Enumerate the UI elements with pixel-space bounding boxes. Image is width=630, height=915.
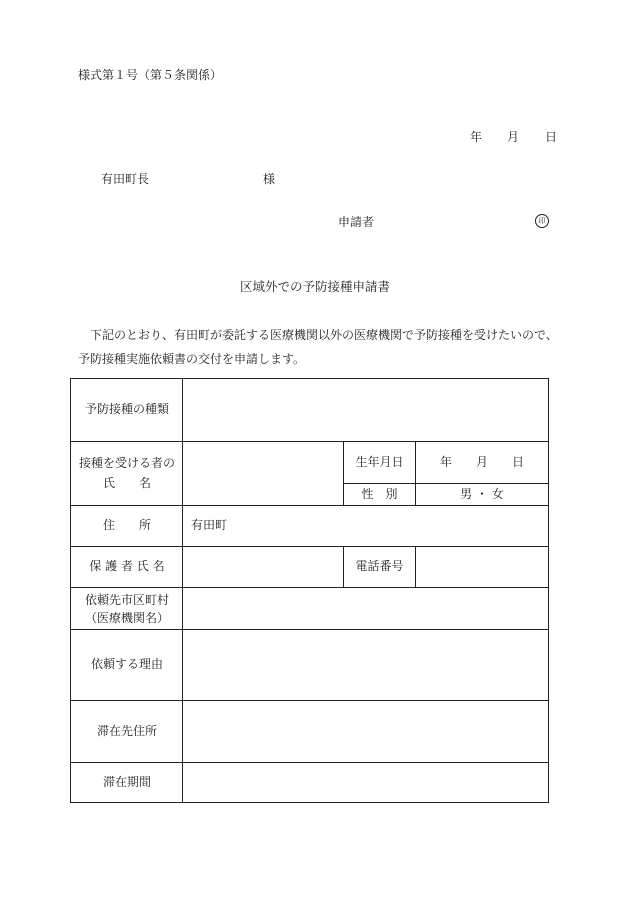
application-form-table [70,378,549,803]
date-day-label: 日 [545,130,558,144]
vaccine-type-field[interactable] [183,379,548,441]
phone-field[interactable] [416,547,548,587]
body-text [78,323,568,371]
stay-address-label: 滞在先住所 [96,723,157,738]
reason-label: 依頼する理由 [90,657,163,672]
birthdate-label: 生年月日 [355,454,404,469]
date-year-label: 年 [470,130,483,144]
requested-municipality-label [71,588,183,629]
recipient-name-label [71,442,183,505]
date-month-label: 月 [507,130,520,144]
reason-field[interactable] [183,630,548,700]
body-line-2: 予防接種実施依頼書の交付を申請します。 [78,352,306,366]
seal-mark-icon: 印 [535,214,549,228]
form-number: 様式第１号（第５条関係） [78,68,223,82]
recipient-name-field[interactable] [183,442,343,505]
requested-municipality-field[interactable] [183,588,548,629]
guardian-name-label: 保 護 者 氏 名 [89,559,165,574]
requested-municipality-line-1: 依頼先市区町村 [84,592,169,607]
vaccine-type-label: 予防接種の種類 [84,402,169,417]
requested-municipality-line-2: （医療機関名） [84,610,169,625]
honorific: 様 [263,172,276,186]
addressee: 有田町長 [101,172,150,186]
recipient-name-label-line-2: 氏 名 [102,475,151,490]
body-line-1: 下記のとおり、有田町が委託する医療機関以外の医療機関で予防接種を受けたいので、 [90,328,558,342]
stay-period-label: 滞在期間 [102,774,151,789]
address-field[interactable]: 有田町 [191,518,228,533]
phone-label: 電話番号 [355,559,404,574]
address-label: 住 所 [102,518,151,533]
sex-label: 性 別 [361,486,398,501]
guardian-name-field[interactable] [183,547,343,587]
stay-period-field[interactable] [183,763,548,802]
sex-choice[interactable]: 男 ・ 女 [460,486,504,501]
document-title: 区域外での予防接種申請書 [239,279,390,294]
recipient-name-label-line-1: 接種を受ける者の [78,456,175,471]
birthdate-field[interactable]: 年 月 日 [439,454,524,469]
applicant-label: 申請者 [338,215,375,229]
stay-address-field[interactable] [183,701,548,762]
